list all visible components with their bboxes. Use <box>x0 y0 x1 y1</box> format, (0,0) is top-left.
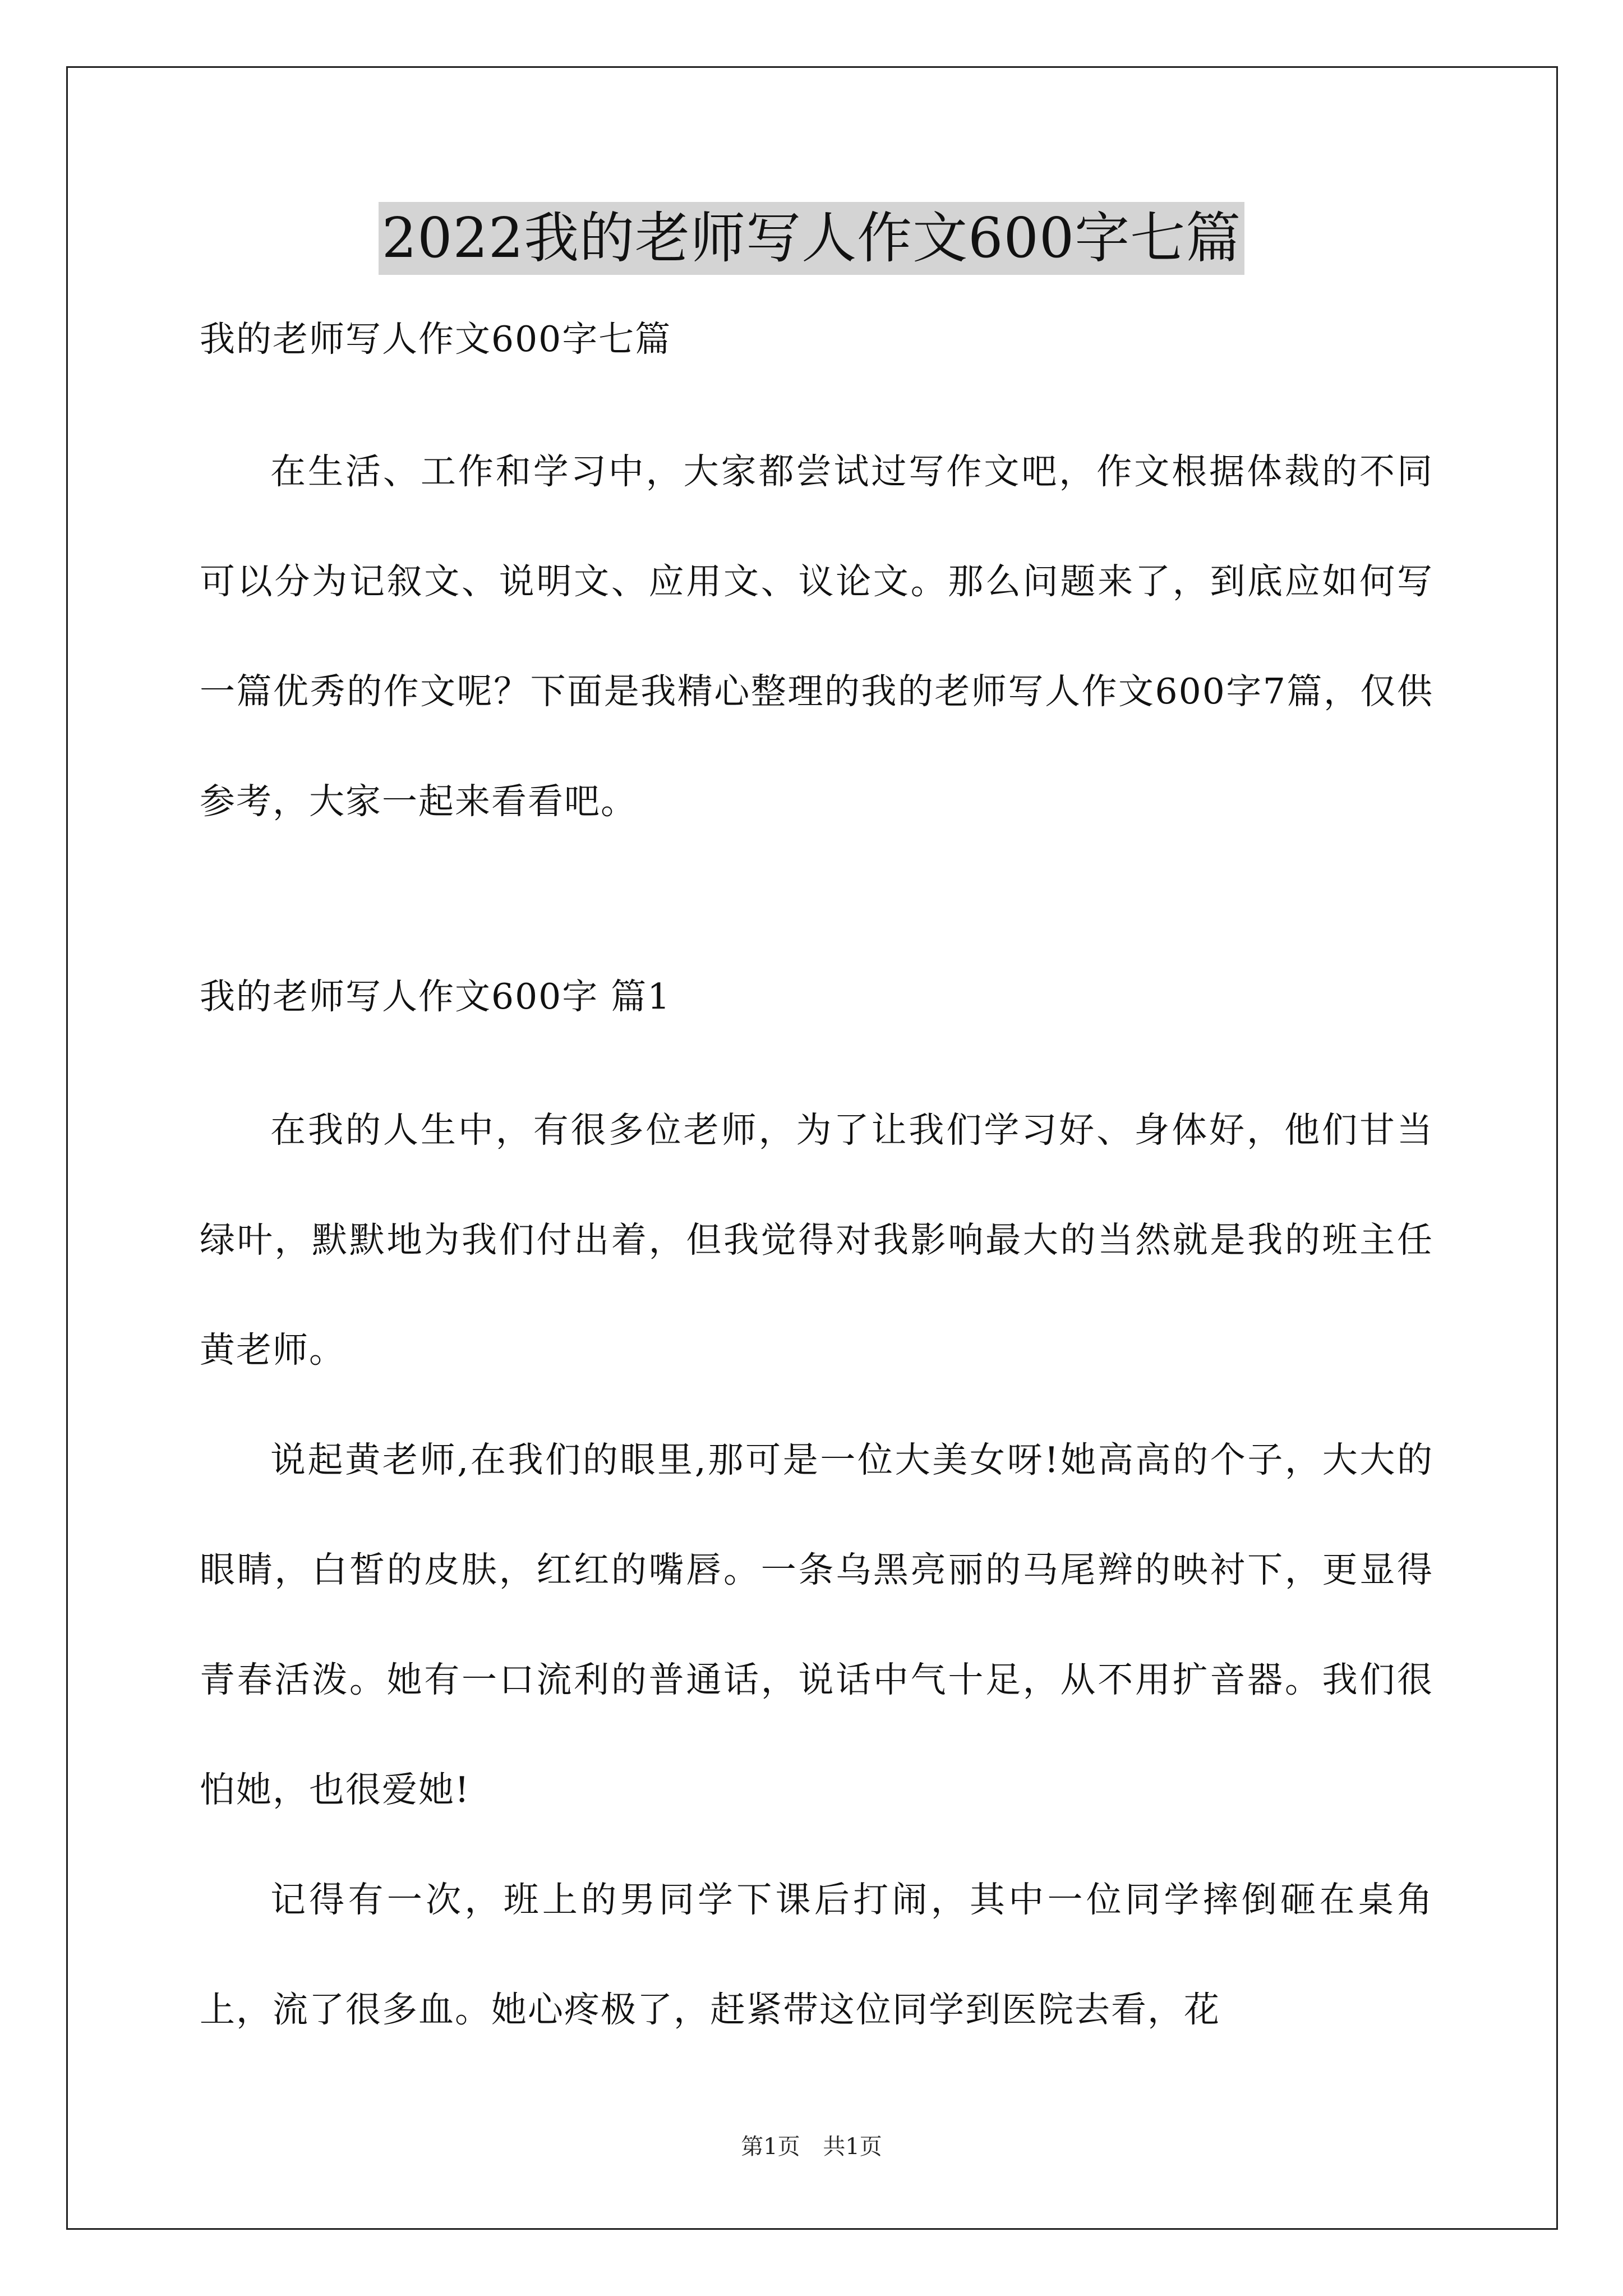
document-title: 2022我的老师写人作文600字七篇 <box>379 202 1244 275</box>
body-paragraph: 说起黄老师,在我们的眼里,那可是一位大美女呀!她高高的个子，大大的眼睛，白皙的皮肤，红红的嘴唇。一条乌黑亮丽的马尾辫的映衬下，更显得青春活泼。她有一口流利的普通话，说话中气十足，从不用扩音器。我们很怕她，也很爱她! <box>200 1439 1433 1810</box>
page-number: 第1页 <box>741 2134 800 2160</box>
body-paragraph: 在我的人生中，有很多位老师，为了让我们学习好、身体好，他们甘当绿叶，默默地为我们付出着，但我觉得对我影响最大的当然就是我的班主任黄老师。 <box>200 1110 1433 1370</box>
document-subtitle: 我的老师写人作文600字七篇 <box>200 319 672 360</box>
intro-paragraph: 在生活、工作和学习中，大家都尝试过写作文吧，作文根据体裁的不同可以分为记叙文、说明文、应用文、议论文。那么问题来了，到底应如何写一篇优秀的作文呢？下面是我精心整理的我的老师写人作文600字7篇，仅供参考，大家一起来看看吧。 <box>200 451 1433 822</box>
page-total: 共1页 <box>823 2134 882 2160</box>
title-container <box>0 202 1623 275</box>
document-body <box>200 311 1433 2065</box>
page-footer <box>0 2129 1623 2161</box>
body-paragraph: 记得有一次，班上的男同学下课后打闹，其中一位同学摔倒砸在桌角上，流了很多血。她心疼极了，赶紧带这位同学到医院去看，花 <box>200 1879 1433 2030</box>
section-heading: 我的老师写人作文600字 篇1 <box>200 976 671 1017</box>
